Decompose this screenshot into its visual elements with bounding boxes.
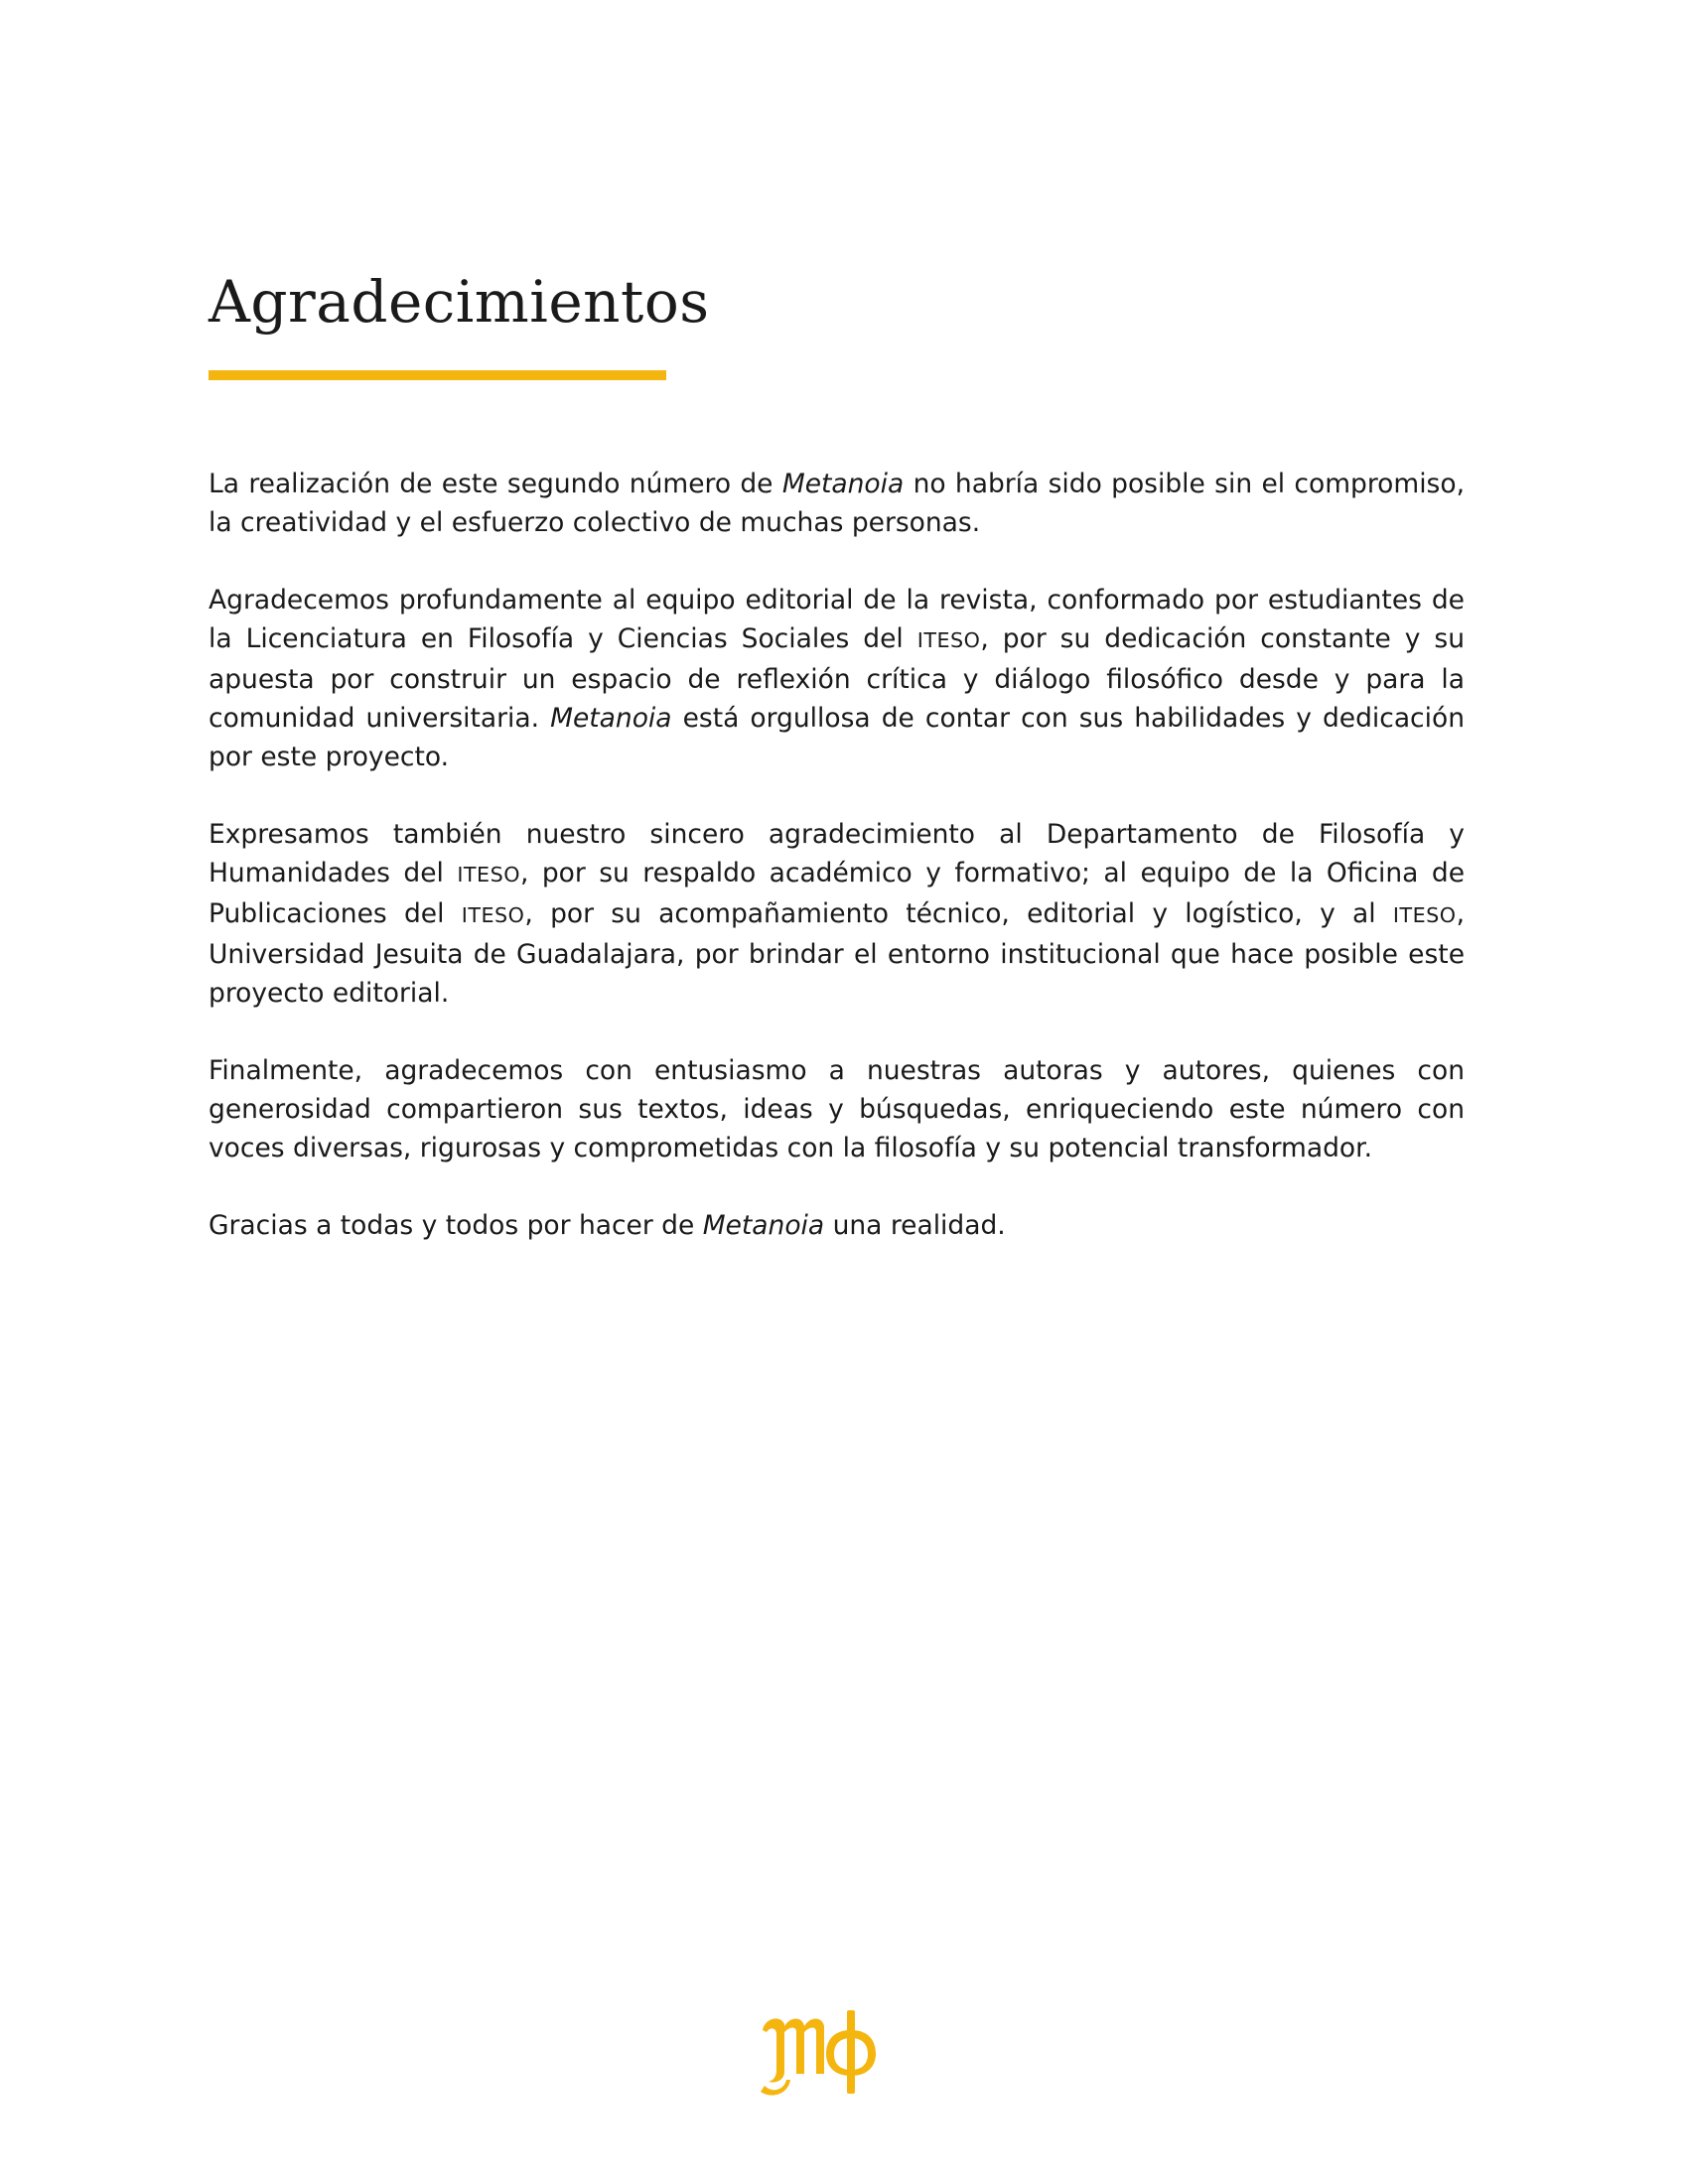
paragraph-editorial-team bbox=[209, 581, 1465, 776]
text-run: está orgullosa de contar con sus habilidades y dedicación por este proyecto. bbox=[209, 703, 1465, 772]
title-underline bbox=[209, 370, 666, 380]
text-run: La realización de este segundo número de bbox=[209, 469, 782, 499]
mphi-monogram-icon bbox=[761, 2010, 876, 2096]
text-run: no habría sido posible sin el compromiso, la creatividad y el esfuerzo colectivo de muchas personas. bbox=[209, 469, 1466, 538]
page-title: Agradecimientos bbox=[209, 268, 710, 336]
journal-name: Metanoia bbox=[702, 1210, 825, 1241]
text-run: , Universidad Jesuita de Guadalajara, por brindar el entorno institucional que hace posible este proyecto editorial. bbox=[209, 898, 1465, 1009]
body-text bbox=[209, 465, 1465, 1284]
text-run: Agradecemos profundamente al equipo editorial de la revista, conformado por estudiantes de la Licenciatura en Filosofía y Ciencias Sociales del bbox=[209, 585, 1465, 654]
journal-name: Metanoia bbox=[781, 469, 905, 499]
paragraph-intro bbox=[209, 465, 1465, 542]
text-run: una realidad. bbox=[824, 1210, 1006, 1241]
institution-name: ITESO bbox=[457, 863, 520, 887]
text-run: Expresamos también nuestro sincero agradecimiento al Departamento de Filosofía y Humanidades del bbox=[209, 819, 1465, 888]
text-run: Gracias a todas y todos por hacer de bbox=[209, 1210, 703, 1241]
text-run: , por su dedicación constante y su apuesta por construir un espacio de reflexión crítica y diálogo filosófico desde y para la comunidad universitaria. bbox=[209, 623, 1466, 734]
metanoia-logo-icon bbox=[755, 2000, 884, 2100]
institution-name: ITESO bbox=[461, 903, 525, 927]
institution-name: ITESO bbox=[1392, 903, 1457, 927]
institution-name: ITESO bbox=[916, 628, 981, 652]
paragraph-authors bbox=[209, 1051, 1465, 1167]
journal-name: Metanoia bbox=[550, 703, 672, 734]
paragraph-institutions bbox=[209, 815, 1465, 1013]
text-run: Finalmente, agradecemos con entusiasmo a nuestras autoras y autores, quienes con generosidad compartieron sus textos, ideas y búsquedas, enriqueciendo este número con voces diversas, rigurosas y comprometidas con la filosofía y su potencial transformador. bbox=[209, 1055, 1465, 1163]
text-run: , por su respaldo académico y formativo; al equipo de la Oficina de Publicaciones del bbox=[209, 858, 1465, 929]
text-run: , por su acompañamiento técnico, editorial y logístico, y al bbox=[524, 898, 1393, 929]
paragraph-closing bbox=[209, 1206, 1465, 1245]
